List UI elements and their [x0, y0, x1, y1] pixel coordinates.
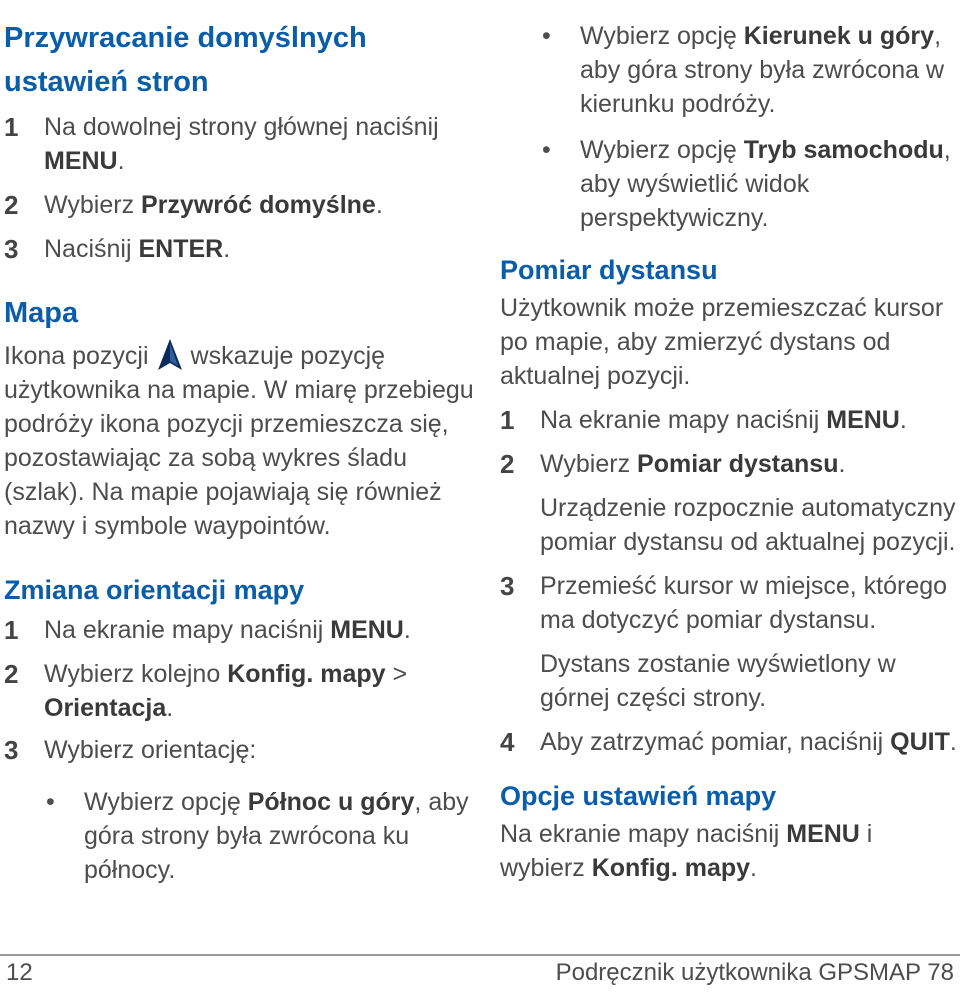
map-settings-description: Na ekranie mapy naciśnij MENU i wybierz Konfig. mapy. — [500, 820, 873, 882]
measure-step-3: 3 Przemieść kursor w miejsce, którego ma dotyczyć pomiar dystansu. — [500, 571, 948, 634]
map-description: Ikona pozycji wskazuje pozycję użytkownika na mapie. W miarę przebiegu podróży ikona pozycji przemieszcza się, pozostawiając za sobą wykres śladu (szlak). Na mapie pojawiają się również nazwy i symbole waypointów. — [4, 338, 474, 543]
measure-step-2-note: Urządzenie rozpocznie automatyczny pomiar dystansu od aktualnej pozycji. — [540, 494, 956, 556]
restore-step-3: 3 Naciśnij ENTER. — [4, 234, 231, 264]
measure-step-3-note: Dystans zostanie wyświetlony w górnej części strony. — [540, 650, 896, 712]
bullet-north-up: • Wybierz opcję Północ u góry, aby góra strony była zwrócona ku północy. — [46, 788, 469, 884]
heading-map-settings: Opcje ustawień mapy — [500, 781, 777, 811]
heading-map: Mapa — [4, 297, 79, 329]
measure-step-1: 1 Na ekranie mapy naciśnij MENU. — [500, 405, 907, 435]
heading-measure-distance: Pomiar dystansu — [500, 255, 718, 285]
measure-step-4: 4 Aby zatrzymać pomiar, naciśnij QUIT. — [500, 727, 957, 757]
restore-step-2: 2 Wybierz Przywróć domyślne. — [4, 190, 383, 220]
bullet-auto-mode: • Wybierz opcję Tryb samochodu, aby wyświetlić widok perspektywiczny. — [542, 136, 951, 232]
heading-change-orientation: Zmiana orientacji mapy — [4, 575, 305, 605]
page-number: 12 — [6, 959, 33, 986]
restore-step-1: 1 Na dowolnej strony głównej naciśnij MENU. — [4, 112, 439, 175]
bullet-heading-up: • Wybierz opcję Kierunek u góry, aby góra strony była zwrócona w kierunku podróży. — [542, 22, 945, 118]
manual-title: Podręcznik użytkownika GPSMAP 78 — [555, 959, 954, 986]
right-column — [500, 0, 958, 885]
orient-step-1: 1 Na ekranie mapy naciśnij MENU. — [4, 615, 411, 645]
position-arrow-icon — [157, 338, 183, 372]
orient-step-2: 2 Wybierz kolejno Konfig. mapy > Orientacja. — [4, 659, 408, 722]
orient-step-3: 3 Wybierz orientację: — [4, 735, 257, 765]
measure-step-2: 2 Wybierz Pomiar dystansu. — [500, 449, 846, 479]
heading-restore-defaults: Przywracanie domyślnych ustawień stron — [4, 22, 367, 98]
measure-description: Użytkownik może przemieszczać kursor po mapie, aby zmierzyć dystans od aktualnej pozycji. — [500, 294, 944, 390]
footer-divider — [0, 954, 960, 956]
left-column — [4, 0, 474, 887]
